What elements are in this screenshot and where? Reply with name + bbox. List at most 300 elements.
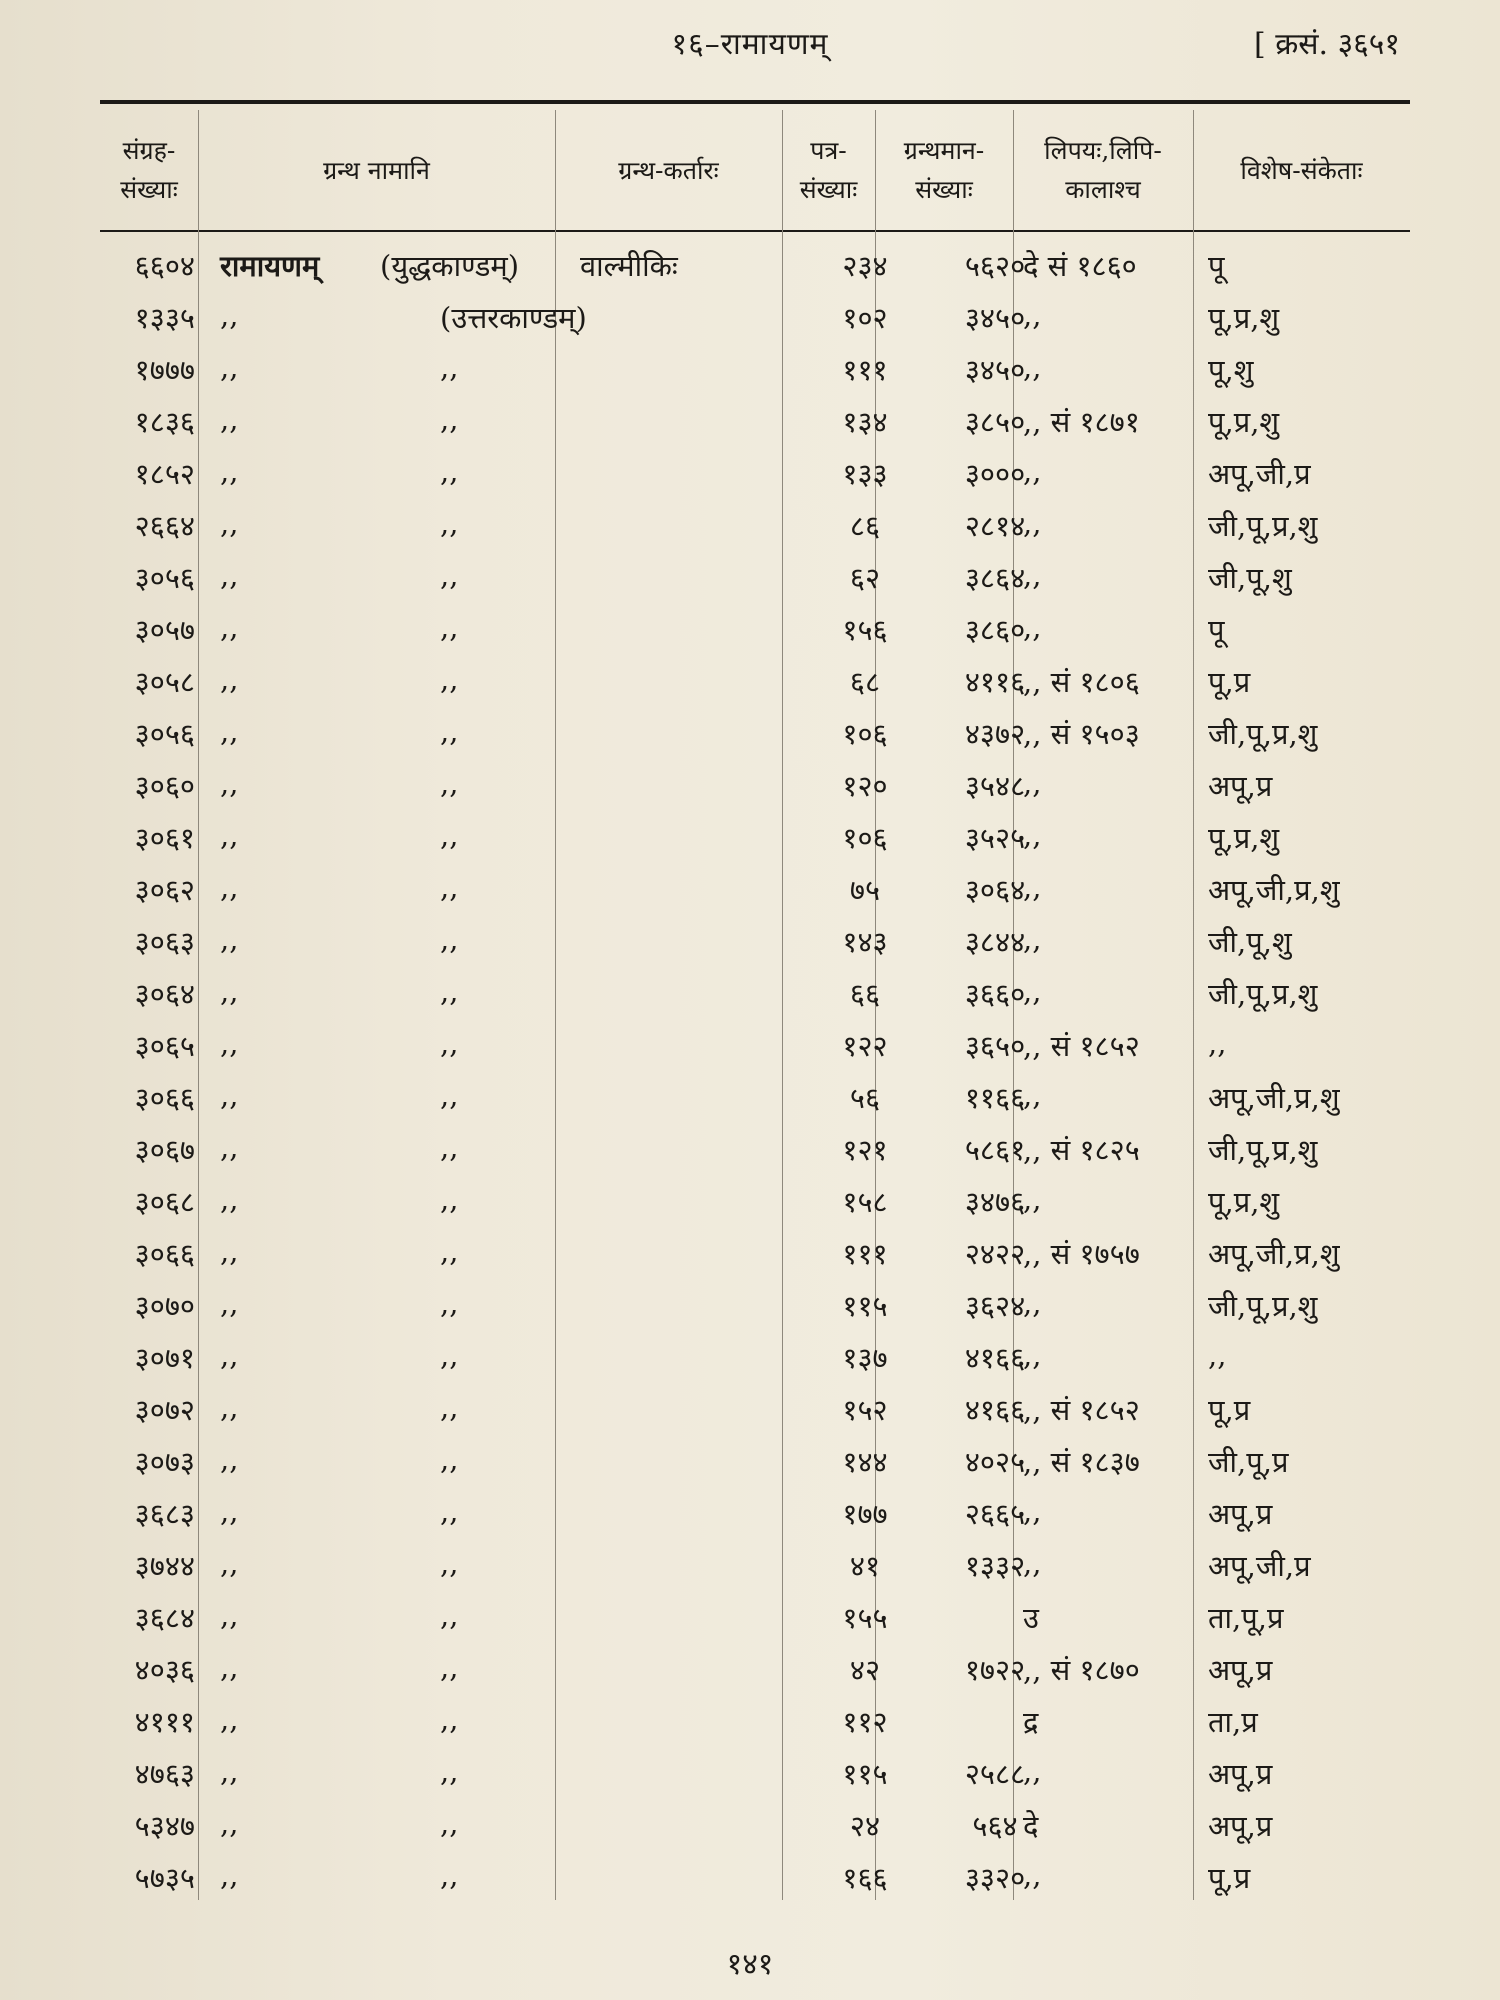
granth-section: ,, (440, 454, 459, 488)
cell-granthmaan: ४१६६ (964, 1393, 1026, 1427)
cell-granthmaan: ३०६४ (964, 873, 1026, 907)
cell-lipi: ,, सं १८३७ (1023, 1445, 1140, 1479)
cell-granth-name (220, 1754, 459, 1788)
cell-patra: १३४ (842, 405, 888, 439)
granth-title: ,, (220, 1078, 239, 1112)
col-header-line: संग्रह- (122, 136, 176, 166)
cell-lipi: उ (1023, 1601, 1039, 1635)
cell-vishesh: पू,प्र,शु (1208, 301, 1280, 335)
granth-section: ,, (440, 818, 459, 852)
table-row (100, 1650, 1410, 1702)
cell-lipi: ,, (1023, 454, 1042, 488)
granth-title: ,, (220, 714, 239, 748)
cell-lipi: ,, (1023, 1078, 1042, 1112)
col-header-line: संख्याः (120, 175, 178, 204)
cell-vishesh: जी,पू,शु (1208, 925, 1292, 959)
manuscript-table (100, 246, 1410, 1910)
cell-lipi: ,, (1023, 766, 1042, 800)
cell-granthmaan: ३८६४ (964, 561, 1026, 595)
cell-granth-name (220, 506, 459, 540)
granth-title: ,, (220, 506, 239, 540)
table-row (100, 1442, 1410, 1494)
cell-sangraha-no: ३०५८ (134, 665, 195, 699)
cell-sangraha-no: ५३४७ (134, 1809, 195, 1843)
cell-sangraha-no: १८३६ (134, 405, 195, 439)
table-row (100, 818, 1410, 870)
cell-patra: १४३ (842, 925, 888, 959)
granth-title: ,, (220, 298, 239, 332)
cell-sangraha-no: ३०५७ (134, 613, 195, 647)
cell-sangraha-no: १७७७ (134, 353, 195, 387)
col-header-line: पत्र- (810, 136, 847, 166)
cell-lipi: ,, (1023, 610, 1042, 644)
granth-section: ,, (440, 1026, 459, 1060)
cell-granthmaan: ५६२० (964, 249, 1026, 283)
granth-section: ,, (440, 1650, 459, 1684)
table-row (100, 1286, 1410, 1338)
granth-title: ,, (220, 1390, 239, 1424)
cell-vishesh: जी,पू,प्र (1208, 1445, 1289, 1479)
cell-granth-name (220, 298, 587, 335)
cell-patra: १४४ (842, 1445, 888, 1479)
col-header-lipi (1013, 112, 1193, 230)
cell-lipi: ,, सं १८५२ (1023, 1393, 1140, 1427)
cell-granth-name (220, 402, 459, 436)
cell-sangraha-no: ३०६६ (134, 1237, 195, 1271)
cell-granthmaan: १७२२ (964, 1653, 1026, 1687)
col-header-line: विशेष-संकेताः (1240, 155, 1363, 185)
cell-granth-name (220, 974, 459, 1008)
col-header-line: ग्रन्थमान- (903, 136, 985, 166)
granth-title: ,, (220, 558, 239, 592)
cell-lipi: द्र (1023, 1705, 1039, 1739)
cell-sangraha-no: ३०६० (134, 769, 195, 803)
cell-granthmaan: ४०२५ (964, 1445, 1026, 1479)
granth-section: ,, (440, 1182, 459, 1216)
cell-granthmaan: २४२२ (964, 1237, 1026, 1271)
cell-lipi: ,, (1023, 922, 1042, 956)
table-row (100, 1026, 1410, 1078)
cell-patra: ५६ (849, 1081, 881, 1115)
granth-section: ,, (440, 1806, 459, 1840)
cell-lipi: ,, (1023, 1546, 1042, 1580)
cell-vishesh: अपू,जी,प्र (1208, 457, 1311, 491)
cell-granthmaan: ३६५० (964, 1029, 1026, 1063)
cell-vishesh: पू (1208, 249, 1225, 283)
cell-granth-name (220, 1182, 459, 1216)
granth-title: ,, (220, 1546, 239, 1580)
cell-granth-name (220, 1494, 459, 1528)
granth-section: ,, (440, 1546, 459, 1580)
granth-section: ,, (440, 1338, 459, 1372)
granth-section: (युद्धकाण्डम्) (380, 249, 520, 283)
cell-sangraha-no: ३०७० (134, 1289, 195, 1323)
cell-granth-name (220, 662, 459, 696)
table-row (100, 1858, 1410, 1910)
cell-lipi: ,, (1023, 974, 1042, 1008)
granth-section: (उत्तरकाण्डम्) (440, 301, 587, 335)
cell-patra: १०२ (842, 301, 888, 335)
cell-granth-name (220, 1858, 459, 1892)
table-row (100, 1390, 1410, 1442)
table-row (100, 298, 1410, 350)
cell-granthmaan: ३८५० (964, 405, 1026, 439)
cell-vishesh: अपू,प्र (1208, 769, 1273, 803)
cell-granth-name (220, 1286, 459, 1320)
granth-title: ,, (220, 454, 239, 488)
cell-vishesh: अपू,जी,प्र (1208, 1549, 1311, 1583)
table-row (100, 974, 1410, 1026)
cell-patra: १०६ (842, 821, 888, 855)
cell-granthmaan: ३५२५ (964, 821, 1026, 855)
cell-sangraha-no: ४०३६ (134, 1653, 195, 1687)
cell-patra: १३७ (842, 1341, 888, 1375)
table-row (100, 1078, 1410, 1130)
cell-granth-name (220, 1390, 459, 1424)
col-header-granth-name (198, 112, 555, 230)
col-header-line: ग्रन्थ नामानि (323, 155, 430, 185)
cell-sangraha-no: २६६४ (134, 509, 195, 543)
cell-patra: १५८ (842, 1185, 888, 1219)
granth-section: ,, (440, 1130, 459, 1164)
granth-section: ,, (440, 1442, 459, 1476)
cell-granthmaan: ४११६ (964, 665, 1026, 699)
cell-patra: १२१ (842, 1133, 888, 1167)
granth-section: ,, (440, 350, 459, 384)
cell-sangraha-no: ४१११ (134, 1705, 195, 1739)
cell-sangraha-no: ३०७२ (134, 1393, 195, 1427)
cell-granth-name (220, 766, 459, 800)
granth-title: ,, (220, 1182, 239, 1216)
table-row (100, 766, 1410, 818)
cell-lipi: ,, सं १८७० (1023, 1653, 1140, 1687)
granth-title: ,, (220, 402, 239, 436)
top-rule (100, 100, 1410, 104)
cell-sangraha-no: ३०६७ (134, 1133, 195, 1167)
cell-patra: ६६ (849, 977, 881, 1011)
cell-vishesh: पू,प्र,शु (1208, 1185, 1280, 1219)
granth-section: ,, (440, 610, 459, 644)
granth-title: ,, (220, 1650, 239, 1684)
table-row (100, 1598, 1410, 1650)
cell-granth-name (220, 1650, 459, 1684)
table-row (100, 714, 1410, 766)
cell-sangraha-no: ३०५६ (134, 561, 195, 595)
cell-vishesh: जी,पू,प्र,शु (1208, 1133, 1318, 1167)
cell-vishesh: अपू,जी,प्र,शु (1208, 873, 1340, 907)
cell-vishesh: अपू,प्र (1208, 1497, 1273, 1531)
page-title: १६–रामायणम् (671, 27, 829, 62)
cell-vishesh: अपू,जी,प्र,शु (1208, 1081, 1340, 1115)
cell-lipi: ,, (1023, 298, 1042, 332)
cell-patra: ७५ (849, 873, 881, 907)
cell-vishesh: पू,प्र,शु (1208, 405, 1280, 439)
cell-vishesh: पू (1208, 613, 1225, 647)
granth-title: ,, (220, 610, 239, 644)
header-rule (100, 230, 1410, 232)
cell-patra: २४ (849, 1809, 881, 1843)
granth-section: ,, (440, 1078, 459, 1112)
cell-granth-name (220, 1442, 459, 1476)
table-row (100, 610, 1410, 662)
granth-section: ,, (440, 766, 459, 800)
cell-patra: २३४ (842, 249, 888, 283)
cell-patra: ११५ (842, 1757, 888, 1791)
granth-section: ,, (440, 1598, 459, 1632)
table-row (100, 1754, 1410, 1806)
cell-granthmaan: ३५४८ (964, 769, 1026, 803)
granth-title: रामायणम् (220, 249, 320, 283)
cell-vishesh: अपू,जी,प्र,शु (1208, 1237, 1340, 1271)
table-row (100, 922, 1410, 974)
cell-granth-name (220, 246, 520, 285)
granth-title: ,, (220, 766, 239, 800)
cell-granthmaan: २८१४ (964, 509, 1026, 543)
granth-section: ,, (440, 714, 459, 748)
cell-granth-name (220, 922, 459, 956)
cell-vishesh: जी,पू,प्र,शु (1208, 509, 1318, 543)
cell-lipi: ,, (1023, 1494, 1042, 1528)
cell-granth-name (220, 610, 459, 644)
cell-sangraha-no: ३०५६ (134, 717, 195, 751)
cell-lipi: दे सं १८६० (1023, 249, 1137, 283)
cell-granth-name (220, 558, 459, 592)
col-header-line: ग्रन्थ-कर्तारः (618, 155, 719, 185)
cell-patra: ४१ (849, 1549, 881, 1583)
cell-patra: ६२ (849, 561, 881, 595)
cell-granth-name (220, 454, 459, 488)
granth-section: ,, (440, 922, 459, 956)
col-header-author (555, 112, 782, 230)
table-row (100, 1806, 1410, 1858)
cell-lipi: ,, सं १७५७ (1023, 1237, 1140, 1271)
table-row (100, 506, 1410, 558)
granth-title: ,, (220, 1442, 239, 1476)
cell-vishesh: पू,प्र,शु (1208, 821, 1280, 855)
page-number: १४१ (726, 1947, 774, 1982)
granth-section: ,, (440, 662, 459, 696)
granth-section: ,, (440, 1494, 459, 1528)
table-row (100, 1338, 1410, 1390)
cell-patra: ११५ (842, 1289, 888, 1323)
cell-granthmaan: ४३७२ (964, 717, 1026, 751)
table-row (100, 558, 1410, 610)
cell-patra: ८६ (849, 509, 881, 543)
granth-title: ,, (220, 1702, 239, 1736)
cell-vishesh: अपू,प्र (1208, 1757, 1273, 1791)
catalogue-range: [ क्रसं. ३६५१ (1253, 27, 1400, 62)
cell-granth-name (220, 1078, 459, 1112)
granth-section: ,, (440, 974, 459, 1008)
cell-patra: १११ (842, 1237, 888, 1271)
col-header-patra (782, 112, 875, 230)
cell-vishesh: जी,पू,शु (1208, 561, 1292, 595)
cell-patra: १११ (842, 353, 888, 387)
col-header-sangraha (100, 112, 198, 230)
granth-title: ,, (220, 1858, 239, 1892)
cell-granthmaan: ३८४४ (964, 925, 1026, 959)
cell-lipi: ,, सं १८२५ (1023, 1133, 1140, 1167)
cell-lipi: ,, (1023, 506, 1042, 540)
cell-granthmaan: ३४५० (964, 353, 1026, 387)
cell-vishesh: जी,पू,प्र,शु (1208, 1289, 1318, 1323)
granth-section: ,, (440, 1234, 459, 1268)
cell-patra: १६६ (842, 1861, 888, 1895)
col-header-line: कालाश्च (1065, 175, 1141, 204)
cell-vishesh: अपू,प्र (1208, 1809, 1273, 1843)
cell-sangraha-no: ३०६३ (134, 925, 195, 959)
cell-vishesh: जी,पू,प्र,शु (1208, 717, 1318, 751)
table-row (100, 1702, 1410, 1754)
cell-vishesh: पू,प्र (1208, 1861, 1251, 1895)
cell-granthmaan: ४१६६ (964, 1341, 1026, 1375)
cell-sangraha-no: ३०६४ (134, 977, 195, 1011)
granth-title: ,, (220, 1286, 239, 1320)
table-row (100, 454, 1410, 506)
cell-sangraha-no: ३०६२ (134, 873, 195, 907)
cell-granthmaan: ३८६० (964, 613, 1026, 647)
col-header-granthmaan (875, 112, 1013, 230)
cell-granth-name (220, 1702, 459, 1736)
cell-author: वाल्मीकिः (580, 249, 678, 283)
cell-granth-name (220, 714, 459, 748)
cell-granth-name (220, 870, 459, 904)
cell-sangraha-no: ३६८४ (134, 1601, 195, 1635)
cell-granthmaan: २६६५ (964, 1497, 1026, 1531)
table-row (100, 1234, 1410, 1286)
cell-lipi: ,, (1023, 818, 1042, 852)
col-header-line: संख्याः (915, 175, 973, 204)
granth-section: ,, (440, 1858, 459, 1892)
cell-lipi: ,, (1023, 1754, 1042, 1788)
cell-granth-name (220, 1234, 459, 1268)
cell-lipi: ,, सं १८५२ (1023, 1029, 1140, 1063)
cell-granth-name (220, 1546, 459, 1580)
cell-granth-name (220, 350, 459, 384)
table-row (100, 662, 1410, 714)
cell-vishesh: पू,प्र (1208, 1393, 1251, 1427)
granth-section: ,, (440, 558, 459, 592)
cell-sangraha-no: १३३५ (134, 301, 195, 335)
cell-sangraha-no: ३०६१ (134, 821, 195, 855)
cell-patra: १२० (842, 769, 888, 803)
cell-lipi: दे (1023, 1809, 1039, 1843)
col-header-line: लिपयः,लिपि- (1044, 136, 1162, 166)
granth-title: ,, (220, 922, 239, 956)
granth-section: ,, (440, 1754, 459, 1788)
cell-granthmaan: ५६४ (972, 1809, 1018, 1843)
cell-vishesh: ता,प्र (1208, 1705, 1258, 1739)
granth-section: ,, (440, 402, 459, 436)
cell-sangraha-no: ३६८३ (134, 1497, 195, 1531)
cell-patra: १३३ (842, 457, 888, 491)
col-header-line: संख्याः (799, 175, 858, 204)
cell-lipi: ,, सं १५०३ (1023, 717, 1140, 751)
cell-vishesh: अपू,प्र (1208, 1653, 1273, 1687)
cell-patra: १५६ (842, 613, 888, 647)
cell-vishesh: ता,पू,प्र (1208, 1601, 1284, 1635)
cell-vishesh: ,, (1208, 1338, 1227, 1372)
cell-granth-name (220, 1026, 459, 1060)
cell-granth-name (220, 1598, 459, 1632)
cell-sangraha-no: ५७३५ (134, 1861, 195, 1895)
cell-vishesh: जी,पू,प्र,शु (1208, 977, 1318, 1011)
cell-lipi: ,, (1023, 870, 1042, 904)
cell-vishesh: पू,प्र (1208, 665, 1251, 699)
cell-vishesh: ,, (1208, 1026, 1227, 1060)
granth-title: ,, (220, 1234, 239, 1268)
cell-sangraha-no: ३०७३ (134, 1445, 195, 1479)
cell-patra: ४२ (849, 1653, 881, 1687)
table-row (100, 402, 1410, 454)
cell-sangraha-no: ४७६३ (134, 1757, 195, 1791)
cell-sangraha-no: ३०६६ (134, 1081, 195, 1115)
cell-patra: १७७ (842, 1497, 888, 1531)
cell-granthmaan: २५८८ (964, 1757, 1026, 1791)
cell-sangraha-no: ३०६८ (134, 1185, 195, 1219)
granth-section: ,, (440, 506, 459, 540)
cell-sangraha-no: १८५२ (134, 457, 195, 491)
cell-granth-name (220, 1806, 459, 1840)
cell-lipi: ,, सं १८०६ (1023, 665, 1140, 699)
granth-section: ,, (440, 1286, 459, 1320)
granth-title: ,, (220, 818, 239, 852)
cell-patra: ११२ (842, 1705, 888, 1739)
cell-lipi: ,, सं १८७१ (1023, 405, 1140, 439)
granth-title: ,, (220, 1338, 239, 1372)
cell-vishesh: पू,शु (1208, 353, 1254, 387)
granth-title: ,, (220, 1026, 239, 1060)
granth-title: ,, (220, 350, 239, 384)
granth-title: ,, (220, 1806, 239, 1840)
cell-sangraha-no: ३०७१ (134, 1341, 195, 1375)
table-row (100, 1546, 1410, 1598)
granth-title: ,, (220, 1494, 239, 1528)
cell-granthmaan: ३००० (964, 457, 1026, 491)
table-row (100, 1182, 1410, 1234)
granth-section: ,, (440, 1390, 459, 1424)
cell-granth-name (220, 818, 459, 852)
cell-granthmaan: ३४७६ (964, 1185, 1026, 1219)
table-row (100, 246, 1410, 298)
col-header-vishesh (1193, 112, 1410, 230)
granth-title: ,, (220, 870, 239, 904)
cell-lipi: ,, (1023, 558, 1042, 592)
granth-section: ,, (440, 1702, 459, 1736)
cell-granth-name (220, 1130, 459, 1164)
table-row (100, 870, 1410, 922)
granth-title: ,, (220, 662, 239, 696)
cell-sangraha-no: ३०६५ (134, 1029, 195, 1063)
table-row (100, 350, 1410, 402)
table-row (100, 1130, 1410, 1182)
granth-title: ,, (220, 1754, 239, 1788)
cell-lipi: ,, (1023, 1182, 1042, 1216)
granth-title: ,, (220, 1598, 239, 1632)
cell-granthmaan: ३४५० (964, 301, 1026, 335)
cell-sangraha-no: ६६०४ (134, 249, 195, 283)
cell-granthmaan: ३६६० (964, 977, 1026, 1011)
cell-granth-name (220, 1338, 459, 1372)
cell-patra: १२२ (842, 1029, 888, 1063)
cell-granthmaan: ३३२० (964, 1861, 1026, 1895)
cell-lipi: ,, (1023, 1858, 1042, 1892)
cell-sangraha-no: ३७४४ (134, 1549, 195, 1583)
table-row (100, 1494, 1410, 1546)
cell-granthmaan: ११६६ (964, 1081, 1026, 1115)
cell-granthmaan: १३३२ (964, 1549, 1026, 1583)
granth-title: ,, (220, 974, 239, 1008)
